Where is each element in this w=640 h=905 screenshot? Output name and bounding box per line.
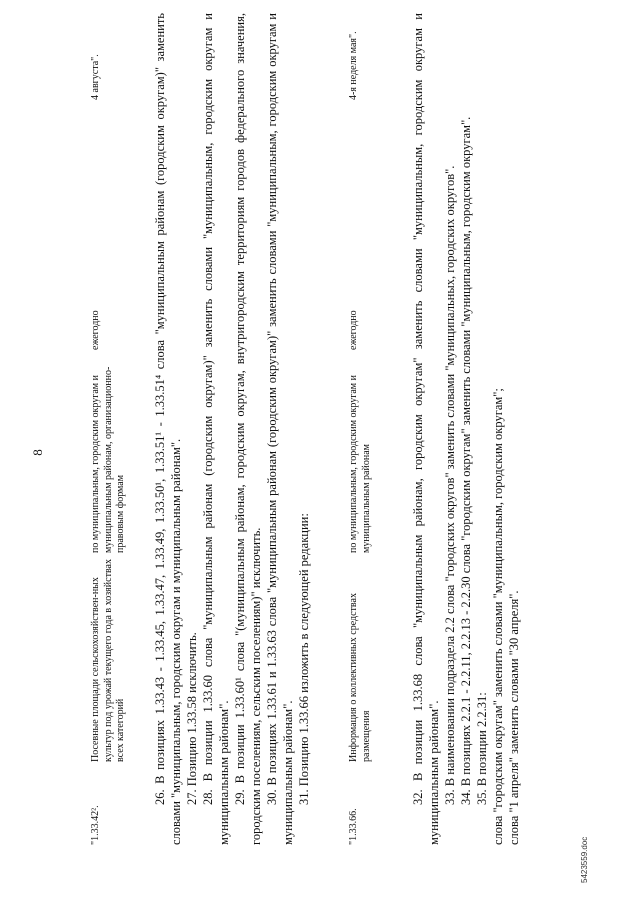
row-number: "1.33.66.: [348, 808, 359, 845]
paragraph: 35. В позиции 2.2.31:: [475, 692, 489, 805]
breakdown: по муниципальным, городским округам и муниципальным районам: [348, 375, 372, 553]
paragraph: 26. В позициях 1.33.43 - 1.33.45, 1.33.47, 1.33.49, 1.33.50¹, 1.33.51¹ - 1.33.51⁴ слова "муниципальным районам (городским округам)" заменить словами "муниципальным, городским округам и муниципальным районам".: [153, 13, 183, 845]
file-name: 5423559.doc: [580, 836, 589, 883]
paragraph: слова "городским округам" заменить словами "муниципальным, городским округам";: [491, 388, 505, 845]
indicator-name: Информация о коллективных средствах размещения: [348, 593, 372, 762]
paragraph: 30. В позициях 1.33.61 и 1.33.63 слова "муниципальным районам (городским округам)" заменить словами "муниципальным, городским округам и муниципальным районам".: [265, 13, 295, 845]
breakdown: по муниципальным, городским округам и муниципальным районам, организационно-правовым формам: [90, 366, 126, 553]
frequency: ежегодно: [90, 310, 101, 350]
amendments-block-b: [410, 13, 522, 845]
paragraph: слова "1 апреля" заменить словами "30 апреля".: [507, 590, 521, 845]
frequency: ежегодно: [348, 310, 359, 350]
deadline: 4-я неделя мая".: [348, 31, 359, 100]
paragraph: 32. В позиции 1.33.68 слова "муниципальным районам, городским округам" заменить словами "муниципальным, городским округам и муниципальным районам".: [411, 13, 441, 845]
paragraph: 27. Позицию 1.33.58 исключить.: [185, 632, 199, 805]
paragraph: 28. В позиции 1.33.60 слова "муниципальным районам (городским округам)" заменить словами "муниципальным, городским округам и муниципальным районам".: [201, 13, 231, 845]
page-number: 8: [30, 449, 45, 456]
paragraph: 34. В позициях 2.2.1 - 2.2.11, 2.2.13 - 2.2.30 слова "городским округам" заменить словами "муниципальным, городским округам".: [459, 116, 473, 805]
amendments-block-a: [152, 13, 312, 845]
indicator-name: Посевные площади сельскохозяйствен-ных культур под урожай текущего года в хозяйствах всех категорий: [90, 559, 126, 762]
paragraph: 31. Позицию 1.33.66 изложить в следующей редакции:: [297, 513, 311, 805]
row-number: "1.33.42².: [90, 805, 101, 845]
deadline: 4 августа".: [90, 54, 101, 100]
paragraph: 29. В позиции 1.33.60¹ слова "(муниципальным районам, городским округам, внутригородским территориям городов федерального значения, городским поселениям, сельским поселениям)" исключить.: [233, 13, 263, 845]
paragraph: 33. В наименовании подраздела 2.2 слова "городских округов" заменить словами "муниципальных, городских округов".: [443, 165, 457, 805]
